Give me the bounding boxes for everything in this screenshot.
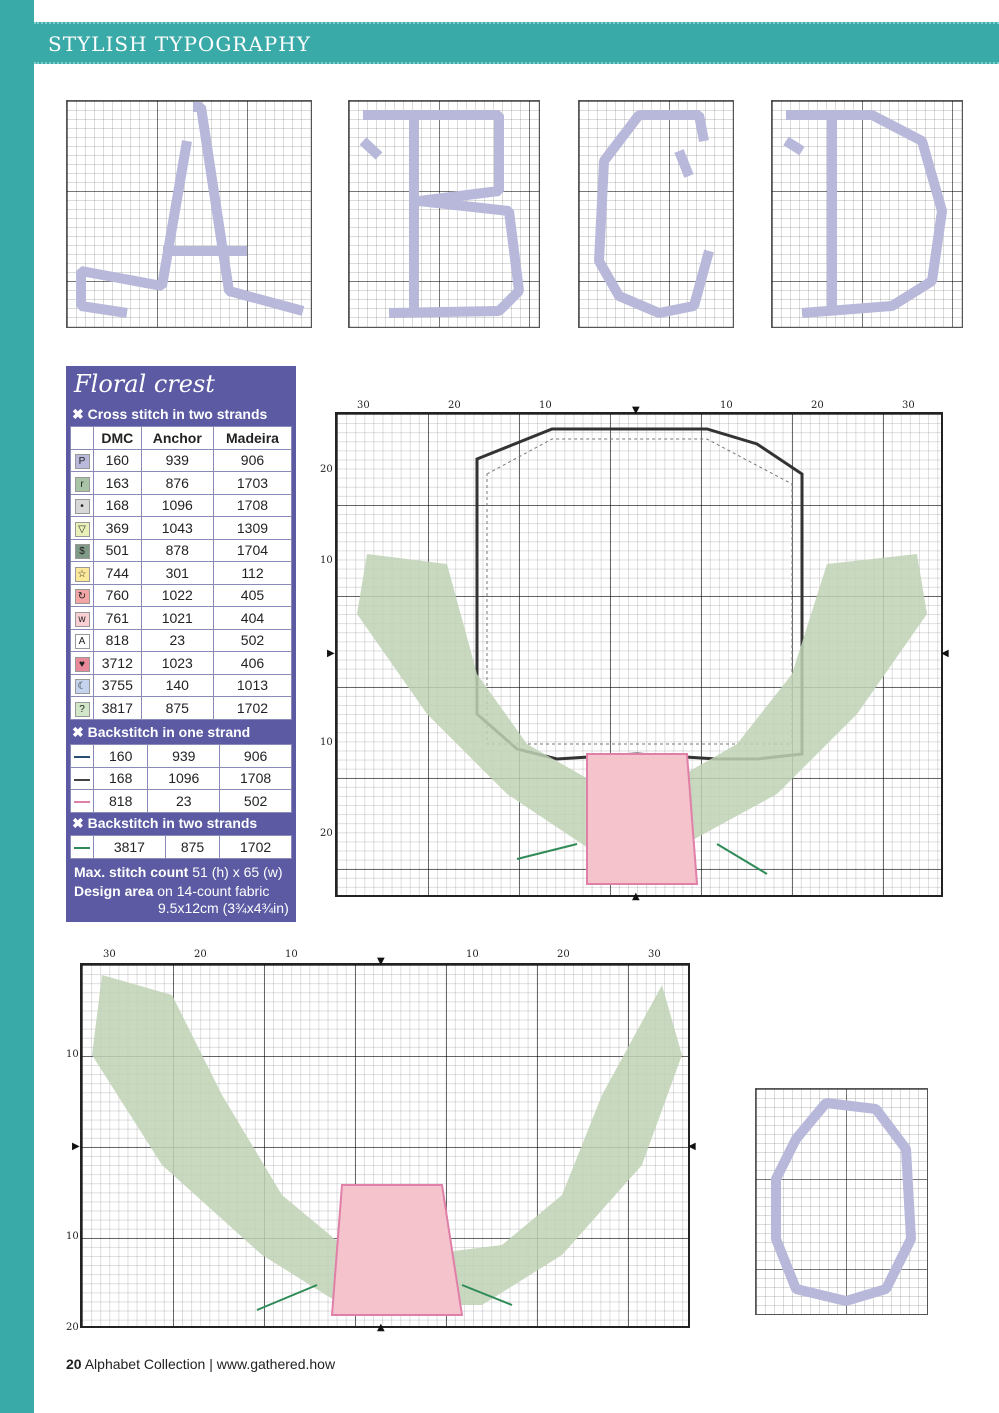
cross-stitch-row	[71, 562, 292, 585]
dmc-cell: 160	[94, 745, 148, 768]
stitch-symbol-icon: ☆	[75, 567, 90, 582]
anchor-cell: 1096	[141, 494, 213, 517]
dmc-cell: 3755	[94, 674, 142, 697]
madeira-cell: 1013	[213, 674, 291, 697]
letter-chart-c	[578, 100, 734, 328]
anchor-cell: 140	[141, 674, 213, 697]
madeira-cell: 1702	[220, 836, 292, 859]
dmc-cell: 818	[94, 629, 142, 652]
madeira-cell: 1703	[213, 472, 291, 495]
stitch-symbol-icon: P	[75, 454, 90, 469]
x-axis-label: 10	[466, 949, 479, 960]
dmc-cell: 369	[94, 517, 142, 540]
letter-chart-b	[348, 100, 540, 328]
page-footer	[66, 1356, 335, 1372]
x-axis-label: 20	[194, 949, 207, 960]
line-cell	[71, 790, 94, 813]
symbol-cell	[71, 449, 94, 472]
stitch-count-label: Max. stitch count	[74, 864, 189, 880]
design-area-size: 9.5x12cm (3¾x4¾in)	[158, 900, 289, 916]
backstitch-row	[71, 767, 292, 790]
y-axis-label: 20	[66, 1322, 79, 1333]
cross-stitch-row	[71, 652, 292, 675]
col-madeira: Madeira	[213, 427, 291, 450]
madeira-cell: 1702	[213, 697, 291, 720]
symbol-cell	[71, 652, 94, 675]
anchor-cell: 1023	[141, 652, 213, 675]
madeira-cell: 1708	[220, 767, 292, 790]
footer-url[interactable]: www.gathered.how	[216, 1356, 336, 1372]
stitch-symbol-icon: $	[75, 544, 90, 559]
x-axis-label: 20	[448, 400, 461, 411]
cross-stitch-row	[71, 449, 292, 472]
letter-chart-o	[755, 1088, 928, 1315]
symbol-cell	[71, 629, 94, 652]
symbol-cell	[71, 539, 94, 562]
madeira-cell: 502	[213, 629, 291, 652]
anchor-cell: 1043	[141, 517, 213, 540]
center-arrow-bottom: ▲	[632, 891, 640, 902]
symbol-cell	[71, 607, 94, 630]
cross-stitch-row	[71, 472, 292, 495]
y-axis-label: 20	[320, 464, 333, 475]
symbol-cell	[71, 562, 94, 585]
floral-crest-key	[66, 366, 296, 922]
cross-stitch-row	[71, 494, 292, 517]
bottom-chart-motif	[82, 965, 688, 1326]
backstitch-one-table	[70, 744, 292, 813]
cross-stitch-row	[71, 539, 292, 562]
madeira-cell: 906	[220, 745, 292, 768]
anchor-cell: 23	[141, 629, 213, 652]
backstitch-two-table	[70, 835, 292, 859]
backstitch-line-icon	[74, 779, 90, 781]
letter-a-stitches	[67, 101, 311, 327]
madeira-cell: 112	[213, 562, 291, 585]
dmc-cell: 168	[94, 494, 142, 517]
backstitch-one-heading: ✖ Backstitch in one strand	[72, 724, 251, 740]
col-dmc: DMC	[94, 427, 142, 450]
anchor-cell: 876	[141, 472, 213, 495]
x-axis-label: 10	[720, 400, 733, 411]
bottom-center-arrow-right: ◀	[688, 1141, 696, 1152]
symbol-cell	[71, 584, 94, 607]
backstitch-line-icon	[74, 847, 90, 849]
backstitch-line-icon	[74, 756, 90, 758]
symbol-cell	[71, 494, 94, 517]
backstitch-row	[71, 790, 292, 813]
page-header-title: STYLISH TYPOGRAPHY	[48, 32, 311, 56]
dmc-cell: 160	[94, 449, 142, 472]
x-axis-label: 30	[357, 400, 370, 411]
x-axis-label: 10	[539, 400, 552, 411]
bottom-center-arrow-left: ▶	[72, 1141, 80, 1152]
symbol-cell	[71, 697, 94, 720]
backstitch-row	[71, 836, 292, 859]
line-cell	[71, 767, 94, 790]
letter-c-stitches	[579, 101, 733, 327]
anchor-cell: 875	[165, 836, 219, 859]
madeira-cell: 1708	[213, 494, 291, 517]
backstitch-row	[71, 745, 292, 768]
page-number: 20	[66, 1356, 82, 1372]
publication-name: Alphabet Collection	[84, 1356, 206, 1372]
cross-stitch-row	[71, 517, 292, 540]
cross-stitch-heading: ✖ Cross stitch in two strands	[72, 406, 268, 422]
x-axis-label: 20	[557, 949, 570, 960]
header-band	[34, 22, 999, 64]
symbol-cell	[71, 472, 94, 495]
anchor-cell: 1022	[141, 584, 213, 607]
x-axis-label: 30	[648, 949, 661, 960]
dmc-cell: 761	[94, 607, 142, 630]
anchor-cell: 939	[141, 449, 213, 472]
bottom-center-arrow-top: ▼	[377, 956, 385, 967]
madeira-cell: 1704	[213, 539, 291, 562]
y-axis-label: 10	[66, 1231, 79, 1242]
col-anchor: Anchor	[141, 427, 213, 450]
letter-d-stitches	[772, 101, 962, 327]
letter-chart-a	[66, 100, 312, 328]
stitch-symbol-icon: ↻	[75, 589, 90, 604]
madeira-cell: 406	[213, 652, 291, 675]
dmc-cell: 3712	[94, 652, 142, 675]
anchor-cell: 1021	[141, 607, 213, 630]
anchor-cell: 23	[148, 790, 220, 813]
key-header-row	[71, 427, 292, 450]
anchor-cell: 1096	[148, 767, 220, 790]
dmc-cell: 3817	[94, 836, 166, 859]
symbol-cell	[71, 517, 94, 540]
line-cell	[71, 836, 94, 859]
anchor-cell: 875	[141, 697, 213, 720]
backstitch-two-heading: ✖ Backstitch in two strands	[72, 815, 258, 831]
symbol-cell	[71, 674, 94, 697]
center-arrow-left: ▶	[327, 648, 335, 659]
madeira-cell: 906	[213, 449, 291, 472]
center-arrow-top: ▼	[632, 405, 640, 416]
backstitch-line-icon	[74, 801, 90, 803]
stitch-symbol-icon: ▽	[75, 522, 90, 537]
key-title: Floral crest	[74, 370, 215, 398]
letter-b-stitches	[349, 101, 539, 327]
cross-stitch-row	[71, 607, 292, 630]
stitch-symbol-icon: r	[75, 477, 90, 492]
cross-stitch-row	[71, 674, 292, 697]
center-arrow-right: ◀	[941, 648, 949, 659]
left-accent-strip	[0, 0, 34, 1413]
y-axis-label: 10	[320, 737, 333, 748]
madeira-cell: 502	[220, 790, 292, 813]
stitch-symbol-icon: A	[75, 634, 90, 649]
dmc-cell: 3817	[94, 697, 142, 720]
x-axis-label: 30	[103, 949, 116, 960]
design-area	[74, 883, 269, 899]
cross-stitch-row	[71, 584, 292, 607]
madeira-cell: 1309	[213, 517, 291, 540]
madeira-cell: 405	[213, 584, 291, 607]
madeira-cell: 404	[213, 607, 291, 630]
letter-o-stitches	[756, 1089, 927, 1314]
top-chart-motif	[337, 414, 941, 895]
y-axis-label: 10	[320, 555, 333, 566]
x-axis-label: 20	[811, 400, 824, 411]
stitch-count	[74, 864, 283, 880]
dmc-cell: 163	[94, 472, 142, 495]
cross-stitch-row	[71, 629, 292, 652]
design-area-label: Design area	[74, 883, 154, 899]
dmc-cell: 744	[94, 562, 142, 585]
design-area-value: on 14-count fabric	[157, 883, 270, 899]
stitch-symbol-icon: ?	[75, 702, 90, 717]
dmc-cell: 818	[94, 790, 148, 813]
dmc-cell: 168	[94, 767, 148, 790]
footer-separator: |	[209, 1356, 213, 1372]
stitch-symbol-icon: •	[75, 499, 90, 514]
letter-chart-d	[771, 100, 963, 328]
x-axis-label: 10	[285, 949, 298, 960]
y-axis-label: 20	[320, 828, 333, 839]
cross-stitch-row	[71, 697, 292, 720]
line-cell	[71, 745, 94, 768]
dmc-cell: 760	[94, 584, 142, 607]
anchor-cell: 878	[141, 539, 213, 562]
cross-stitch-table	[70, 426, 292, 720]
anchor-cell: 939	[148, 745, 220, 768]
stitch-symbol-icon: ☾	[75, 679, 90, 694]
anchor-cell: 301	[141, 562, 213, 585]
y-axis-label: 10	[66, 1049, 79, 1060]
x-axis-label: 30	[902, 400, 915, 411]
bottom-center-arrow-bottom: ▲	[377, 1322, 385, 1333]
stitch-symbol-icon: ♥	[75, 657, 90, 672]
dmc-cell: 501	[94, 539, 142, 562]
stitch-symbol-icon: w	[75, 612, 90, 627]
stitch-count-value: 51 (h) x 65 (w)	[192, 864, 283, 880]
